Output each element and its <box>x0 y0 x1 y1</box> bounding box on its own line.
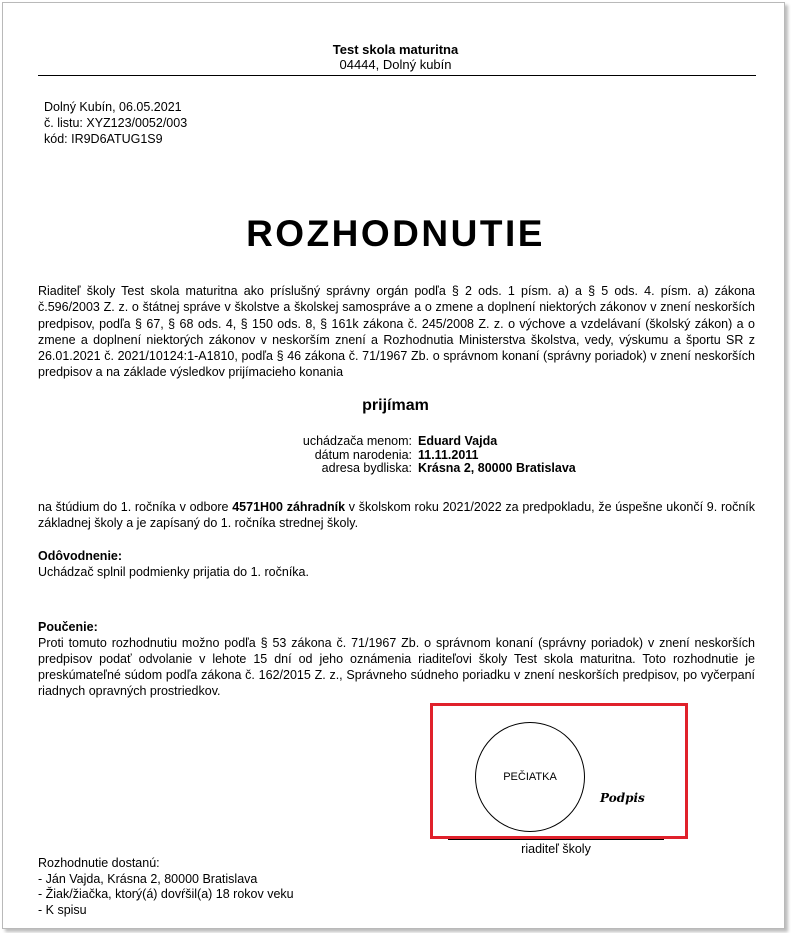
recipient-item: - Žiak/žiačka, ktorý(á) dovŕšil(a) 18 rokov veku <box>38 887 294 901</box>
recipients-heading: Rozhodnutie dostanú: <box>38 856 160 870</box>
justification-section <box>38 548 755 580</box>
study-paragraph <box>38 499 755 532</box>
applicant-dob-label: dátum narodenia: <box>314 447 412 462</box>
applicant-dob: 11.11.2011 <box>418 447 479 462</box>
applicant-address: Krásna 2, 80000 Bratislava <box>418 461 576 475</box>
applicant-name: Eduard Vajda <box>418 434 498 448</box>
study-text-pre: na štúdium do 1. ročníka v odbore <box>38 500 233 514</box>
stamp-circle <box>475 722 585 832</box>
verdict: prijímam <box>362 397 429 414</box>
signer-label: riaditeľ školy <box>521 842 591 856</box>
recipient-item: - Ján Vajda, Krásna 2, 80000 Bratislava <box>38 871 258 886</box>
instruction-heading: Poučenie: <box>38 620 98 634</box>
header-divider <box>38 75 756 76</box>
document-title: ROZHODNUTIE <box>246 213 545 254</box>
study-text-post: v školskom roku 2021/2022 za predpokladu, že úspešne ukončí 9. ročník základnej školy a je zapísaný do 1. ročníka strednej školy. <box>38 500 755 531</box>
applicant-name-label: uchádzača menom: <box>302 434 412 448</box>
school-name: Test skola maturitna <box>332 42 459 57</box>
applicant-address-label: adresa bydliska: <box>321 461 412 475</box>
intro-paragraph: Riaditeľ školy Test skola maturitna ako príslušný správny orgán podľa § 2 ods. 1 písm. a) a § 5 ods. 4. písm. a) zákona č.596/2003 Z. z. o štátnej správe v školstve a školskej samospráve a o zmene a doplnení niektorých zákonov v znení neskorších predpisov, podľa § 67, § 68 ods. 4, § 150 ods. 8, § 161k zákona č. 245/2008 Z. z. o výchove a vzdelávaní (školský zákon) a o zmene a doplnení niektorých zákonov v neskorším znení a Rozhodnutia Ministerstva školstva, vedy, výskumu a športu SR z 26.01.2021 č. 2021/10124:1-A1810, podľa § 46 zákona č. 71/1967 Zb. o správnom konaní (správny poriadok) v znení neskorších predpisov a na základe výsledkov prijímacieho konania <box>38 284 755 380</box>
signature: Podpis <box>600 791 645 805</box>
applicant-address-row <box>150 462 630 476</box>
applicant-dob-row <box>150 449 630 463</box>
study-field: 4571H00 záhradník <box>232 500 346 514</box>
reference-number: č. listu: XYZ123/0052/003 <box>44 116 188 130</box>
stamp-label: PEČIATKA <box>503 771 557 783</box>
document-code: kód: IR9D6ATUG1S9 <box>44 132 163 146</box>
document-meta <box>44 99 187 147</box>
justification-heading: Odôvodnenie: <box>38 549 123 563</box>
signature-line <box>448 839 664 840</box>
place-date: Dolný Kubín, 06.05.2021 <box>44 100 182 114</box>
school-address: 04444, Dolný kubín <box>339 57 452 72</box>
instruction-text: Proti tomuto rozhodnutiu možno podľa § 53 zákona č. 71/1967 Zb. o správnom konaní (správny poriadok) v znení neskorších predpisov podať odvolanie v lehote 15 dní od jeho oznámenia riaditeľovi školy Test skola maturitna. Toto rozhodnutie je preskúmateľné súdom podľa zákona č. 162/2015 Z. z., Správneho súdneho poriadku v znení neskorších predpisov, po vyčerpaní riadnych opravných prostriedkov. <box>38 636 755 698</box>
recipient-item: - K spisu <box>38 902 87 917</box>
justification-text: Uchádzač splnil podmienky prijatia do 1. ročníka. <box>38 565 309 579</box>
instruction-section <box>38 619 755 699</box>
recipients-section <box>38 856 294 918</box>
applicant-info <box>150 435 630 476</box>
applicant-name-row <box>150 435 630 449</box>
